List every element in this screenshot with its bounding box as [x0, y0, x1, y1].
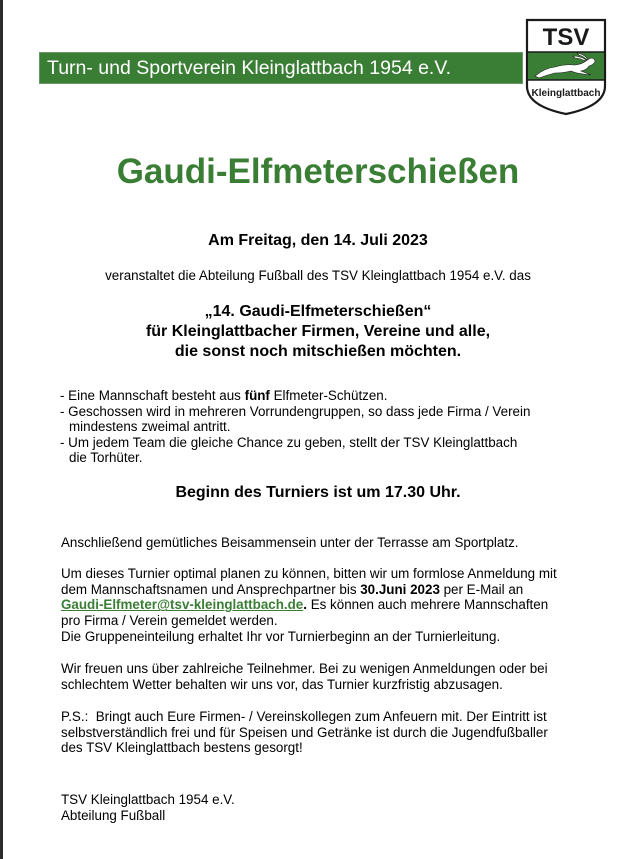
paragraph-text: per E-Mail an [439, 581, 524, 597]
rule-text: - Um jedem Team die gleiche Chance zu geben, stellt der TSV Kleinglattbach [60, 434, 518, 450]
logo-town-text: Kleinglattbach [531, 88, 601, 99]
intro-line: veranstaltet die Abteilung Fußball des TSV Kleinglattbach 1954 e.V. das [105, 268, 531, 283]
paragraph-line [61, 582, 581, 598]
rule-item [60, 404, 580, 435]
paragraph-line [61, 597, 581, 613]
rule-emphasis: fünf [244, 388, 270, 403]
tsv-logo [525, 18, 607, 116]
rule-text: Elfmeter-Schützen. [269, 388, 388, 403]
signature-org: TSV Kleinglattbach 1954 e.V. [61, 792, 235, 807]
paragraph-line: des TSV Kleinglattbach bestens gesorgt! [61, 740, 303, 756]
headline-line: die sonst noch mitschießen möchten. [174, 343, 462, 360]
event-headline [0, 302, 636, 362]
paragraph-ps [61, 709, 581, 756]
page-title: Gaudi-Elfmeterschießen [116, 152, 520, 191]
deadline-date: 30.Juni 2023 [360, 581, 440, 597]
viewer-edge [0, 0, 3, 859]
paragraph-line: pro Firma / Verein gemeldet werden. [61, 613, 278, 629]
event-date: Am Freitag, den 14. Juli 2023 [208, 232, 428, 249]
start-time: Beginn des Turniers ist um 17.30 Uhr. [175, 484, 461, 501]
rule-text: mindestens zweimal antritt. [69, 419, 231, 434]
rule-item [60, 388, 580, 404]
rule-text: die Torhüter. [69, 450, 143, 465]
paragraph-participants [61, 661, 581, 692]
paragraph-text: dem Mannschaftsnamen und Ansprechpartner bis [61, 581, 361, 597]
paragraph-text: . [303, 597, 307, 613]
logo-tsv-text: TSV [542, 24, 590, 51]
rules-list [60, 388, 580, 466]
paragraph-line: Um dieses Turnier optimal planen zu können, bitten wir um formlose Anmeldung mit [61, 566, 557, 581]
headline-line: „14. Gaudi-Elfmeterschießen“ [204, 303, 432, 320]
signature [61, 792, 581, 823]
paragraph-gathering: Anschließend gemütliches Beisammensein unter der Terrasse am Sportplatz. [61, 535, 519, 550]
club-banner [39, 52, 523, 84]
rule-text: - Eine Mannschaft besteht aus [60, 388, 245, 403]
paragraph-registration [61, 566, 581, 645]
signature-department: Abteilung Fußball [61, 807, 166, 823]
paragraph-line: Die Gruppeneinteilung erhaltet Ihr vor Turnierbeginn an der Turnierleitung. [61, 628, 501, 644]
rule-item [60, 435, 580, 466]
paragraph-line: Wir freuen uns über zahlreiche Teilnehmer. Bei zu wenigen Anmeldungen oder bei [61, 661, 548, 676]
club-name: Turn- und Sportverein Kleinglattbach 1954 e.V. [47, 57, 451, 79]
paragraph-text: Es können auch mehrere Mannschaften [306, 597, 549, 613]
paragraph-line: selbstverständlich frei und für Speisen und Getränke ist durch die Jugendfußballer [61, 724, 548, 740]
rule-text: - Geschossen wird in mehreren Vorrundengruppen, so dass jede Firma / Verein [60, 403, 531, 419]
email-link[interactable]: Gaudi-Elfmeter@tsv-kleinglattbach.de [61, 597, 304, 613]
paragraph-line: schlechtem Wetter behalten wir uns vor, das Turnier kurzfristig abzusagen. [61, 676, 503, 692]
paragraph-line: P.S.: Bringt auch Eure Firmen- / Vereinskollegen zum Anfeuern mit. Der Eintritt ist [61, 709, 547, 724]
headline-line: für Kleinglattbacher Firmen, Vereine und alle, [145, 323, 491, 340]
